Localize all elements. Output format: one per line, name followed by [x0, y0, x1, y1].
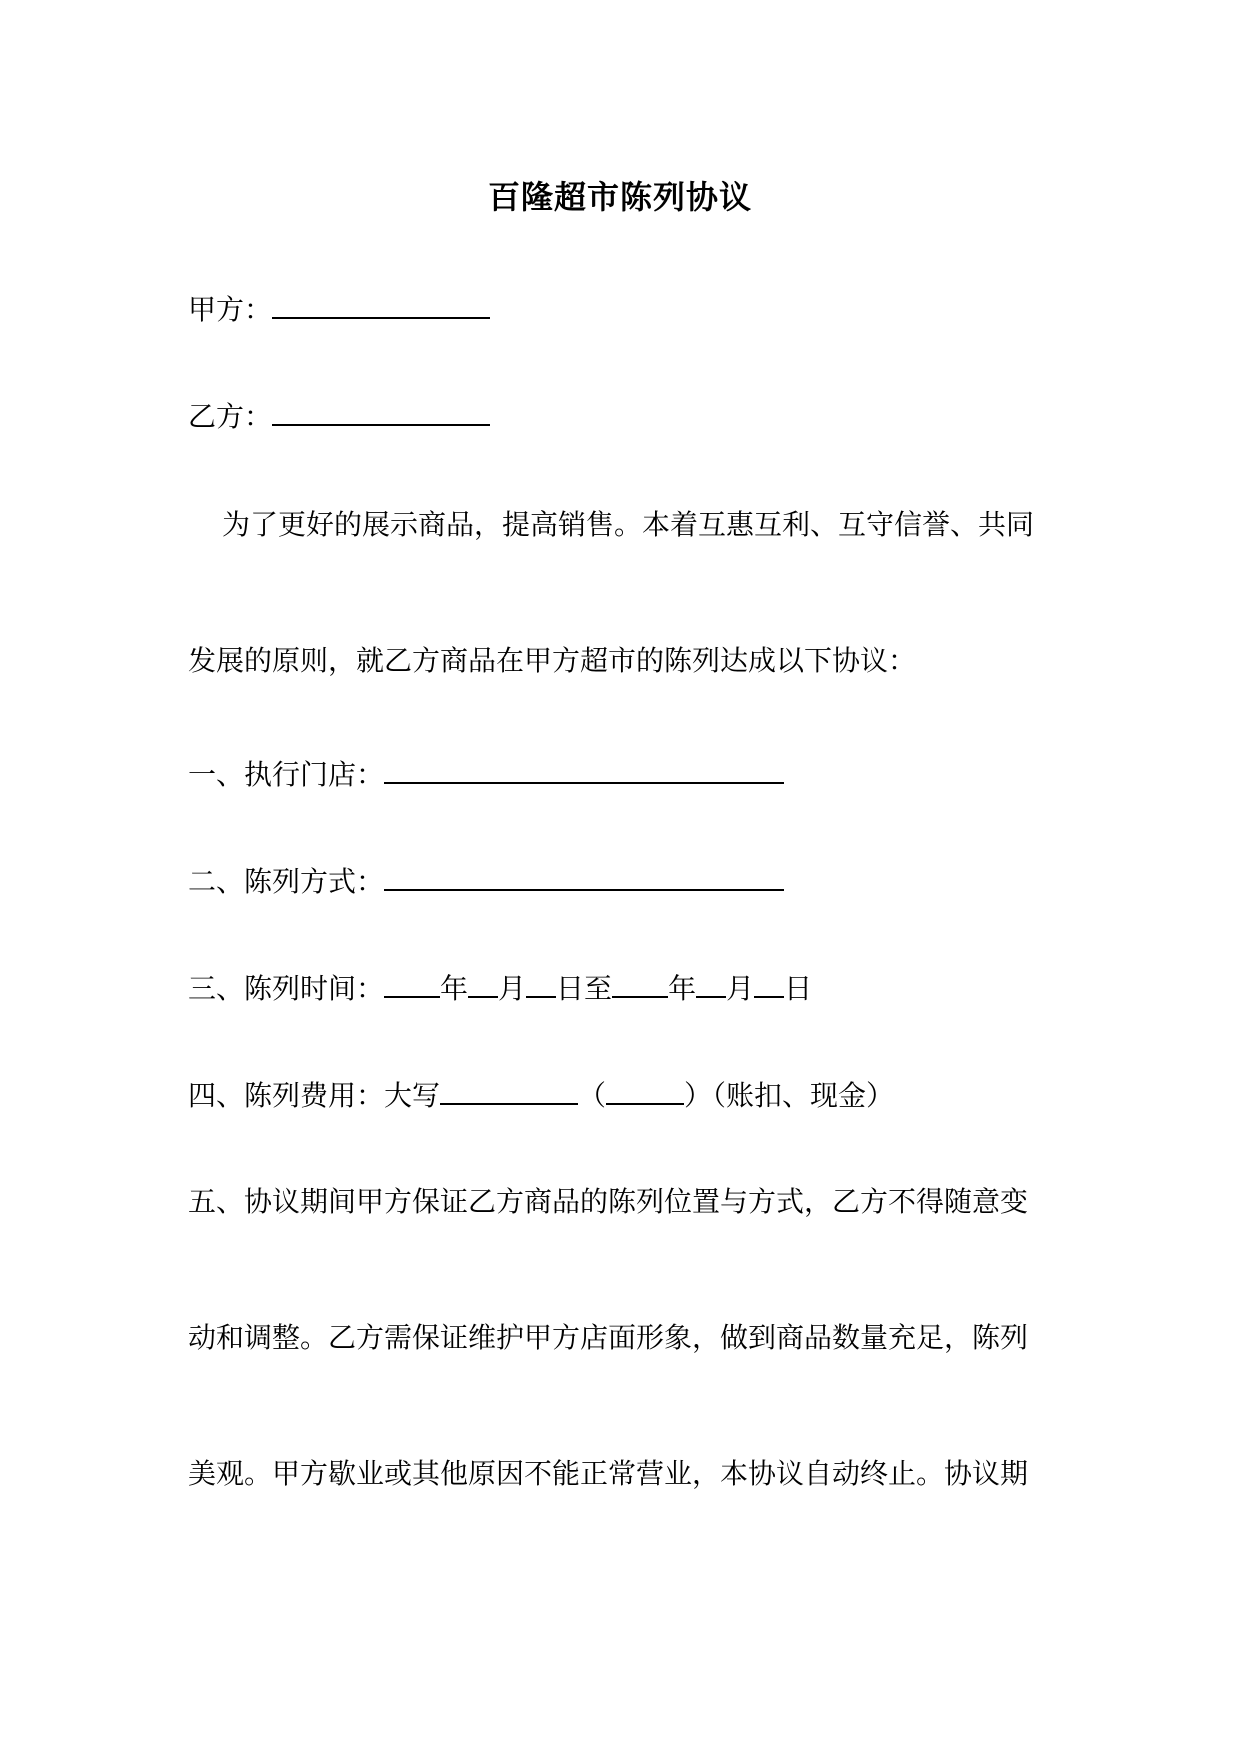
month-text: 月 [498, 972, 527, 1005]
item-fee-label: 四、陈列费用：大写 [188, 1079, 441, 1112]
item-store-line [188, 754, 784, 795]
fee-number-blank [606, 1075, 684, 1105]
year-text-2: 年 [668, 972, 697, 1005]
item-time-label: 三、陈列时间： [188, 972, 385, 1005]
payment-method: （账扣、现金） [712, 1079, 895, 1112]
intro-line-1: 为了更好的展示商品，提高销售。本着互惠互利、互守信誉、共同 [222, 508, 1035, 541]
party-a-label: 甲方： [188, 293, 273, 326]
party-b-line [188, 396, 490, 437]
end-day-blank [754, 968, 784, 998]
party-a-blank [272, 289, 490, 319]
intro-line-2: 发展的原则，就乙方商品在甲方超市的陈列达成以下协议： [188, 644, 917, 677]
item5-line-3: 美观。甲方歇业或其他原因不能正常营业，本协议自动终止。协议期 [188, 1457, 1029, 1490]
start-year-blank [384, 968, 440, 998]
month-text-2: 月 [726, 972, 755, 1005]
end-year-blank [612, 968, 668, 998]
end-month-blank [696, 968, 726, 998]
item5-line-2: 动和调整。乙方需保证维护甲方店面形象，做到商品数量充足，陈列 [188, 1321, 1029, 1354]
paren-open: （ [578, 1079, 607, 1112]
item-store-label: 一、执行门店： [188, 758, 385, 791]
party-a-line [188, 289, 490, 330]
year-text: 年 [440, 972, 469, 1005]
paren-close: ） [684, 1079, 713, 1112]
item-method-blank [384, 861, 784, 891]
fee-capital-blank [440, 1075, 578, 1105]
item-method-line [188, 861, 784, 902]
item-store-blank [384, 754, 784, 784]
item-method-label: 二、陈列方式： [188, 865, 385, 898]
start-month-blank [468, 968, 498, 998]
party-b-blank [272, 396, 490, 426]
item5-line-1: 五、协议期间甲方保证乙方商品的陈列位置与方式，乙方不得随意变 [188, 1185, 1029, 1218]
start-day-blank [526, 968, 556, 998]
item-fee-line [188, 1075, 894, 1116]
item-time-line [188, 968, 812, 1009]
day-text: 日 [784, 972, 813, 1005]
party-b-label: 乙方： [188, 400, 273, 433]
day-to-text: 日至 [556, 972, 613, 1005]
document-title: 百隆超市陈列协议 [487, 178, 752, 216]
